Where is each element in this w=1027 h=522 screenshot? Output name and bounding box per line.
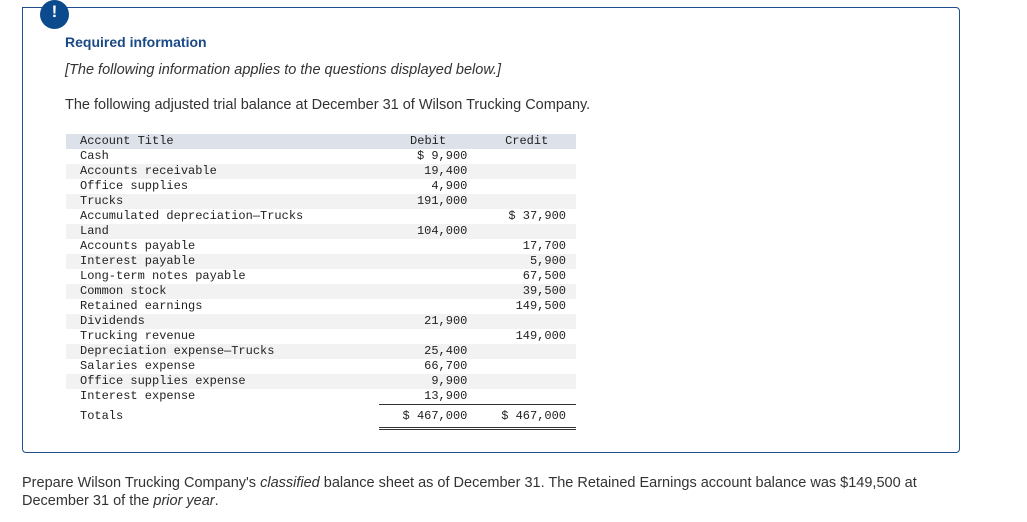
credit-cell: [477, 194, 576, 209]
table-row: [66, 254, 576, 269]
account-cell: Retained earnings: [80, 299, 203, 313]
debit-cell: [379, 299, 478, 314]
credit-cell: 17,700: [522, 239, 566, 253]
debit-cell: 191,000: [379, 194, 478, 209]
panel-note: [The following information applies to the questions displayed below.]: [65, 62, 502, 78]
debit-cell: [379, 209, 478, 224]
debit-cell: 66,700: [424, 359, 468, 373]
question-prompt: [22, 474, 922, 510]
alert-icon: !: [40, 0, 69, 29]
credit-cell: $ 37,900: [508, 209, 566, 223]
account-cell: Interest payable: [66, 254, 379, 269]
credit-cell: [477, 179, 576, 194]
debit-cell: 4,900: [431, 179, 468, 193]
debit-cell: 25,400: [379, 344, 478, 359]
table-row: [66, 314, 576, 329]
prompt-text: balance sheet as of December 31. The Retained Earnings account balance was $149,500 at December 31 of the: [22, 475, 917, 509]
trial-balance-table: [66, 134, 576, 430]
account-cell: Trucks: [66, 194, 379, 209]
table-row: [66, 344, 576, 359]
account-cell: Long-term notes payable: [80, 269, 246, 283]
table-row: [66, 224, 576, 239]
debit-cell: [379, 269, 478, 284]
table-row: [66, 284, 576, 299]
credit-cell: Credit: [477, 134, 576, 149]
account-cell: Accounts payable: [80, 239, 196, 253]
debit-cell: $ 9,900: [416, 149, 468, 163]
account-cell: Office supplies expense: [66, 374, 379, 389]
account-cell: Trucking revenue: [80, 329, 196, 343]
credit-cell: [477, 314, 576, 329]
account-cell: Account Title: [66, 134, 379, 149]
debit-cell: [379, 284, 478, 299]
account-cell: Accumulated depreciation—Trucks: [80, 209, 304, 223]
prompt-text: Prepare Wilson Trucking Company's: [22, 475, 261, 491]
debit-cell: [379, 239, 478, 254]
credit-cell: 149,000: [515, 329, 566, 343]
credit-cell: [477, 374, 576, 389]
credit-cell: [477, 389, 576, 405]
table-header: [66, 134, 576, 149]
account-cell: Dividends: [66, 314, 379, 329]
table-row: [66, 149, 576, 164]
table-row: [66, 194, 576, 209]
account-cell: Salaries expense: [80, 359, 196, 373]
account-cell: Totals: [80, 409, 124, 423]
credit-cell: 5,900: [477, 254, 576, 269]
prompt-emphasis: prior year: [153, 493, 215, 509]
account-cell: Interest expense: [80, 389, 196, 404]
debit-cell: 9,900: [379, 374, 478, 389]
account-cell: Accounts receivable: [66, 164, 379, 179]
table-row: [66, 269, 576, 284]
account-cell: Land: [66, 224, 379, 239]
credit-cell: [477, 359, 576, 374]
table-row: [66, 299, 576, 314]
credit-cell: [477, 164, 576, 179]
credit-cell: [477, 149, 576, 164]
prompt-emphasis: classified: [260, 475, 320, 491]
debit-cell: 19,400: [379, 164, 478, 179]
credit-cell: 67,500: [522, 269, 566, 283]
account-cell: Depreciation expense—Trucks: [66, 344, 379, 359]
table-row: [66, 374, 576, 389]
debit-cell: 13,900: [379, 389, 478, 405]
account-cell: Common stock: [66, 284, 379, 299]
totals-row: [66, 405, 576, 429]
credit-cell: 39,500: [477, 284, 576, 299]
table-row: [66, 389, 576, 405]
debit-cell: 21,900: [379, 314, 478, 329]
required-info-panel: [22, 2, 960, 453]
panel-title: Required information: [65, 34, 207, 50]
account-cell: Cash: [80, 149, 109, 163]
debit-cell: [379, 329, 478, 344]
table-row: [66, 209, 576, 224]
table-row: [66, 164, 576, 179]
panel-intro: The following adjusted trial balance at December 31 of Wilson Trucking Company.: [65, 97, 591, 113]
debit-cell: [379, 254, 478, 269]
debit-cell: Debit: [379, 134, 478, 149]
debit-cell: $ 467,000: [379, 405, 478, 429]
credit-cell: [477, 344, 576, 359]
table-row: [66, 329, 576, 344]
table-row: [66, 179, 576, 194]
table-row: [66, 239, 576, 254]
debit-cell: 104,000: [379, 224, 478, 239]
credit-cell: [477, 224, 576, 239]
credit-cell: $ 467,000: [477, 405, 576, 429]
credit-cell: 149,500: [515, 299, 566, 313]
prompt-text: .: [214, 493, 219, 509]
account-cell: Office supplies: [80, 179, 189, 193]
table-row: [66, 359, 576, 374]
